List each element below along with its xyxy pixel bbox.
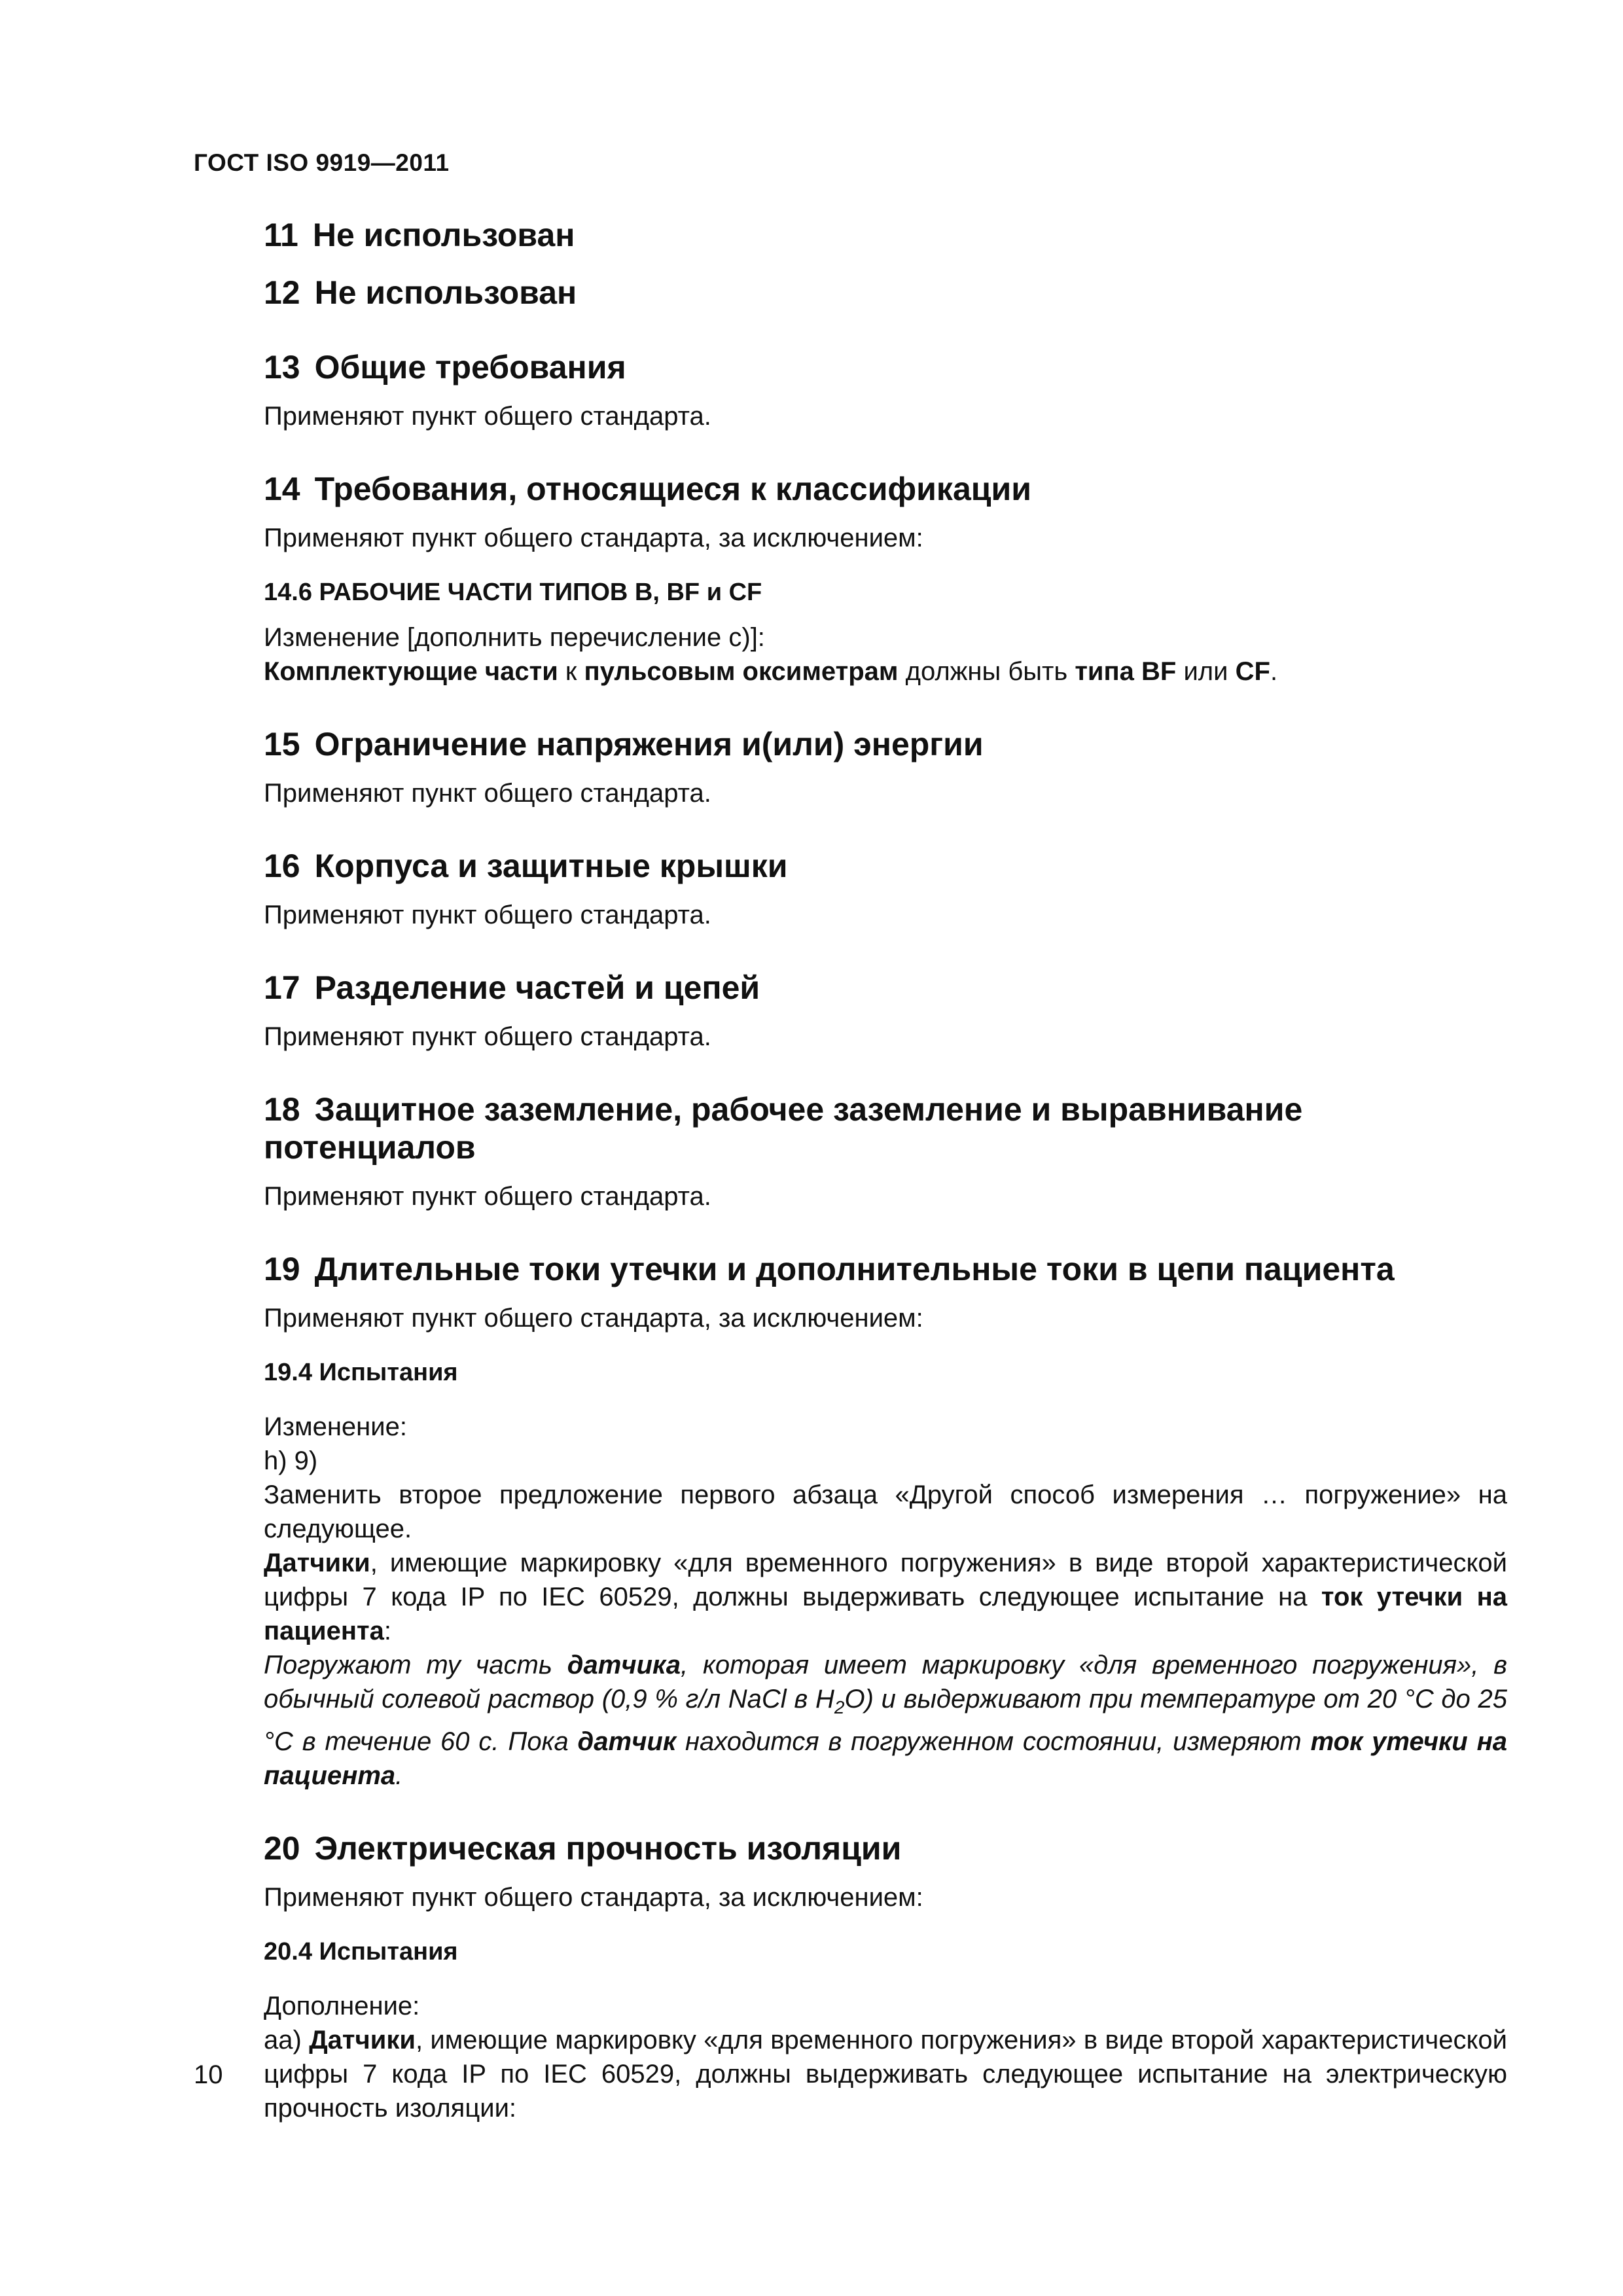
section-14-body: Применяют пункт общего стандарта, за исключением: xyxy=(264,524,923,552)
section-19-body: Применяют пункт общего стандарта, за исключением: xyxy=(264,1304,923,1333)
subsection-14-6-text: Комплектующие части к пульсовым оксиметрам должны быть типа BF или CF. xyxy=(264,657,1278,686)
section-17-body: Применяют пункт общего стандарта. xyxy=(264,1022,711,1051)
section-16-heading: 16 Корпуса и защитные крышки xyxy=(264,848,788,884)
section-19-heading: 19 Длительные токи утечки и дополнительные токи в цепи пациента xyxy=(264,1251,1395,1287)
subsection-20-4-heading: 20.4 Испытания xyxy=(264,1938,458,1965)
section-14-heading: 14 Требования, относящиеся к классификации xyxy=(264,471,1031,507)
page-content xyxy=(264,216,1507,2125)
subsection-19-4-replace: Заменить второе предложение первого абзаца «Другой способ измерения … погружение» на следующее. xyxy=(264,1480,1507,1543)
page-number: 10 xyxy=(194,2060,223,2089)
section-18-heading: 18 Защитное заземление, рабочее заземление и выравнивание потенциалов xyxy=(264,1091,1303,1166)
section-20-heading: 20 Электрическая прочность изоляции xyxy=(264,1830,902,1867)
subsection-19-4-item: h) 9) xyxy=(264,1446,318,1475)
section-13-heading: 13 Общие требования xyxy=(264,349,626,386)
section-15-heading: 15 Ограничение напряжения и(или) энергии xyxy=(264,726,984,762)
subsection-14-6-heading: 14.6 РАБОЧИЕ ЧАСТИ ТИПОВ B, BF и CF xyxy=(264,579,762,606)
section-20-body: Применяют пункт общего стандарта, за исключением: xyxy=(264,1883,923,1912)
document-id: ГОСТ ISO 9919—2011 xyxy=(194,149,450,176)
section-18-body: Применяют пункт общего стандарта. xyxy=(264,1182,711,1211)
section-17-heading: 17 Разделение частей и цепей xyxy=(264,969,760,1006)
subsection-19-4-para-1: Датчики, имеющие маркировку «для временного погружения» в виде второй характеристической цифры 7 кода IP по IEC 60529, должны выдерживать следующее испытание на ток утечки на пациента: xyxy=(264,1549,1507,1645)
section-12-heading: 12 Не использован xyxy=(264,274,577,311)
subsection-20-4-para-1: аа) Датчики, имеющие маркировку «для временного погружения» в виде второй характеристической цифры 7 кода IP по IEC 60529, должны выдерживать следующее испытание на электрическую прочность изоляции: xyxy=(264,2026,1507,2123)
section-11-heading: 11 Не использован xyxy=(264,217,575,253)
subsection-20-4-addition: Дополнение: xyxy=(264,1992,420,2020)
section-15-body: Применяют пункт общего стандарта. xyxy=(264,779,711,808)
section-13-body: Применяют пункт общего стандарта. xyxy=(264,402,711,431)
subsection-14-6-change: Изменение [дополнить перечисление с)]: xyxy=(264,623,765,652)
subsection-19-4-change: Изменение: xyxy=(264,1412,407,1441)
section-16-body: Применяют пункт общего стандарта. xyxy=(264,901,711,929)
subsection-19-4-heading: 19.4 Испытания xyxy=(264,1359,458,1386)
subsection-19-4-para-2: Погружают ту часть датчика, которая имеет маркировку «для временного погружения», в обычный солевой раствор (0,9 % г/л NaCl в $H_2O$) и выдерживают при температуре от 20 °С до 25 °С в течение 60 с. Пока датчик находится в погруженном состоянии, измеряют ток утечки на пациента. xyxy=(264,1651,1508,1790)
